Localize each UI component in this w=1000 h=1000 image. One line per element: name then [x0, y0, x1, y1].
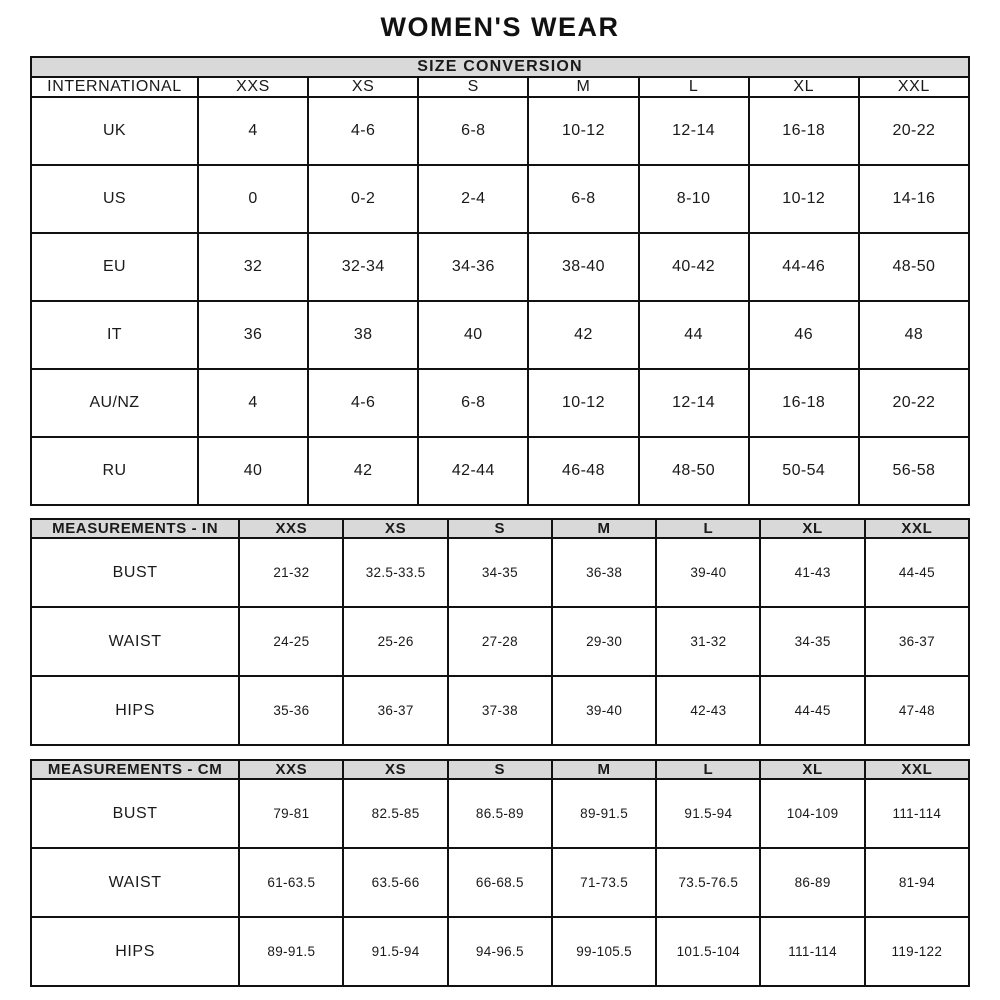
value-cell: 38: [308, 301, 418, 369]
value-cell: 47-48: [865, 676, 969, 745]
size-conversion-table: [30, 56, 970, 506]
value-cell: 16-18: [749, 369, 859, 437]
measurements-in-body: [31, 538, 969, 745]
value-cell: 94-96.5: [448, 917, 552, 986]
value-cell: 36-37: [865, 607, 969, 676]
table-row: [31, 607, 969, 676]
value-cell: 40: [418, 301, 528, 369]
value-cell: 63.5-66: [343, 848, 447, 917]
value-cell: 61-63.5: [239, 848, 343, 917]
size-column-header: M: [552, 519, 656, 538]
value-cell: 4-6: [308, 97, 418, 165]
value-cell: 104-109: [760, 779, 864, 848]
size-column-header: XXS: [239, 760, 343, 779]
value-cell: 10-12: [528, 97, 638, 165]
size-column-header: L: [656, 519, 760, 538]
size-column-header: XXL: [859, 77, 969, 97]
value-cell: 50-54: [749, 437, 859, 505]
value-cell: 86-89: [760, 848, 864, 917]
value-cell: 91.5-94: [656, 779, 760, 848]
value-cell: 36-38: [552, 538, 656, 607]
value-cell: 34-35: [448, 538, 552, 607]
value-cell: 119-122: [865, 917, 969, 986]
value-cell: 31-32: [656, 607, 760, 676]
value-cell: 82.5-85: [343, 779, 447, 848]
table-row: [31, 538, 969, 607]
row-label: WAIST: [31, 607, 239, 676]
value-cell: 24-25: [239, 607, 343, 676]
value-cell: 73.5-76.5: [656, 848, 760, 917]
row-axis-header: INTERNATIONAL: [31, 77, 198, 97]
size-column-header: S: [448, 519, 552, 538]
value-cell: 27-28: [448, 607, 552, 676]
value-cell: 14-16: [859, 165, 969, 233]
measurements-in-column-header-row: [31, 519, 969, 538]
table-row: [31, 917, 969, 986]
value-cell: 40: [198, 437, 308, 505]
value-cell: 36-37: [343, 676, 447, 745]
value-cell: 42-44: [418, 437, 528, 505]
value-cell: 48-50: [859, 233, 969, 301]
row-label: EU: [31, 233, 198, 301]
value-cell: 10-12: [528, 369, 638, 437]
size-column-header: XXL: [865, 519, 969, 538]
value-cell: 91.5-94: [343, 917, 447, 986]
value-cell: 0-2: [308, 165, 418, 233]
value-cell: 12-14: [639, 97, 749, 165]
measurements-cm-body: [31, 779, 969, 986]
value-cell: 66-68.5: [448, 848, 552, 917]
row-label: HIPS: [31, 676, 239, 745]
value-cell: 6-8: [418, 97, 528, 165]
value-cell: 34-35: [760, 607, 864, 676]
value-cell: 111-114: [760, 917, 864, 986]
table-row: [31, 97, 969, 165]
size-column-header: L: [639, 77, 749, 97]
value-cell: 36: [198, 301, 308, 369]
value-cell: 42-43: [656, 676, 760, 745]
size-column-header: XL: [760, 519, 864, 538]
row-label: HIPS: [31, 917, 239, 986]
measurements-cm-table: [30, 759, 970, 987]
value-cell: 6-8: [528, 165, 638, 233]
value-cell: 16-18: [749, 97, 859, 165]
value-cell: 89-91.5: [552, 779, 656, 848]
table-row: [31, 848, 969, 917]
size-conversion-body: [31, 97, 969, 505]
value-cell: 101.5-104: [656, 917, 760, 986]
size-column-header: XL: [760, 760, 864, 779]
size-conversion-column-header-row: [31, 77, 969, 97]
size-column-header: M: [552, 760, 656, 779]
row-axis-header: MEASUREMENTS - IN: [31, 519, 239, 538]
size-column-header: S: [448, 760, 552, 779]
value-cell: 42: [528, 301, 638, 369]
value-cell: 79-81: [239, 779, 343, 848]
value-cell: 89-91.5: [239, 917, 343, 986]
size-column-header: XS: [308, 77, 418, 97]
value-cell: 39-40: [552, 676, 656, 745]
value-cell: 20-22: [859, 369, 969, 437]
value-cell: 37-38: [448, 676, 552, 745]
table-row: [31, 779, 969, 848]
size-conversion-header: SIZE CONVERSION: [31, 57, 969, 77]
value-cell: 35-36: [239, 676, 343, 745]
value-cell: 42: [308, 437, 418, 505]
table-row: [31, 437, 969, 505]
value-cell: 32.5-33.5: [343, 538, 447, 607]
size-column-header: XL: [749, 77, 859, 97]
size-column-header: XXL: [865, 760, 969, 779]
value-cell: 4-6: [308, 369, 418, 437]
table-row: [31, 369, 969, 437]
value-cell: 21-32: [239, 538, 343, 607]
value-cell: 8-10: [639, 165, 749, 233]
table-row: [31, 233, 969, 301]
value-cell: 34-36: [418, 233, 528, 301]
value-cell: 4: [198, 369, 308, 437]
value-cell: 39-40: [656, 538, 760, 607]
size-column-header: XS: [343, 760, 447, 779]
value-cell: 48-50: [639, 437, 749, 505]
value-cell: 12-14: [639, 369, 749, 437]
size-column-header: XS: [343, 519, 447, 538]
value-cell: 32-34: [308, 233, 418, 301]
value-cell: 20-22: [859, 97, 969, 165]
value-cell: 6-8: [418, 369, 528, 437]
value-cell: 25-26: [343, 607, 447, 676]
row-label: BUST: [31, 538, 239, 607]
size-column-header: XXS: [198, 77, 308, 97]
value-cell: 44-45: [865, 538, 969, 607]
value-cell: 38-40: [528, 233, 638, 301]
value-cell: 10-12: [749, 165, 859, 233]
table-row: [31, 676, 969, 745]
value-cell: 0: [198, 165, 308, 233]
value-cell: 40-42: [639, 233, 749, 301]
measurements-in-table: [30, 518, 970, 746]
value-cell: 81-94: [865, 848, 969, 917]
row-label: RU: [31, 437, 198, 505]
value-cell: 86.5-89: [448, 779, 552, 848]
value-cell: 71-73.5: [552, 848, 656, 917]
row-label: BUST: [31, 779, 239, 848]
size-conversion-title-row: [31, 57, 969, 77]
value-cell: 44-46: [749, 233, 859, 301]
row-label: IT: [31, 301, 198, 369]
size-column-header: M: [528, 77, 638, 97]
value-cell: 99-105.5: [552, 917, 656, 986]
value-cell: 46-48: [528, 437, 638, 505]
row-label: US: [31, 165, 198, 233]
row-label: UK: [31, 97, 198, 165]
value-cell: 111-114: [865, 779, 969, 848]
size-column-header: XXS: [239, 519, 343, 538]
size-column-header: S: [418, 77, 528, 97]
row-axis-header: MEASUREMENTS - CM: [31, 760, 239, 779]
measurements-cm-column-header-row: [31, 760, 969, 779]
page-title: WOMEN'S WEAR: [380, 12, 620, 42]
table-row: [31, 165, 969, 233]
value-cell: 41-43: [760, 538, 864, 607]
value-cell: 44: [639, 301, 749, 369]
value-cell: 56-58: [859, 437, 969, 505]
table-row: [31, 301, 969, 369]
row-label: WAIST: [31, 848, 239, 917]
value-cell: 48: [859, 301, 969, 369]
value-cell: 32: [198, 233, 308, 301]
value-cell: 2-4: [418, 165, 528, 233]
value-cell: 4: [198, 97, 308, 165]
value-cell: 44-45: [760, 676, 864, 745]
size-column-header: L: [656, 760, 760, 779]
value-cell: 46: [749, 301, 859, 369]
row-label: AU/NZ: [31, 369, 198, 437]
value-cell: 29-30: [552, 607, 656, 676]
